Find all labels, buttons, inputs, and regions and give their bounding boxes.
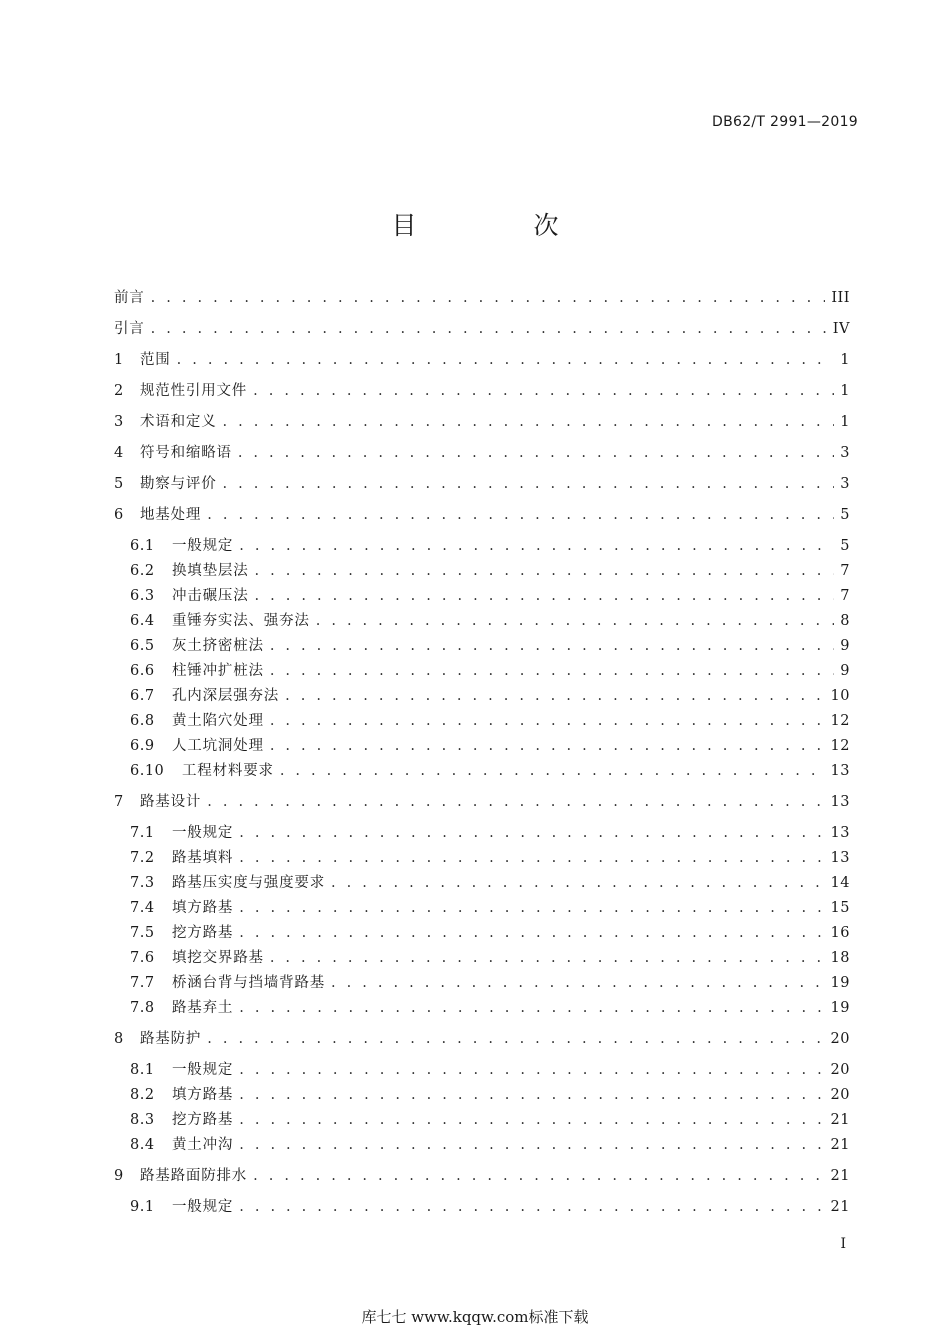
toc-leader-dots bbox=[331, 972, 825, 994]
toc-entry-number: 2 bbox=[114, 383, 124, 399]
toc-entry[interactable] bbox=[130, 872, 850, 894]
toc-entry-number: 7.5 bbox=[130, 925, 155, 941]
toc-entry-page: 8 bbox=[840, 613, 850, 629]
toc-leader-dots bbox=[239, 922, 824, 944]
toc-entry-number: 8.3 bbox=[130, 1112, 155, 1128]
toc-entry-label: 灰土挤密桩法 bbox=[172, 638, 264, 654]
toc-entry[interactable] bbox=[130, 897, 850, 919]
toc-entry-label: 勘察与评价 bbox=[140, 476, 217, 492]
toc-entry-label: 一般规定 bbox=[172, 825, 234, 841]
toc-leader-dots bbox=[223, 473, 835, 495]
toc-entry-label: 填方路基 bbox=[172, 900, 234, 916]
toc-entry-label: 桥涵台背与挡墙背路基 bbox=[172, 975, 325, 991]
toc-entry-page: 9 bbox=[840, 663, 850, 679]
toc-entry-label: 填方路基 bbox=[172, 1087, 234, 1103]
toc-entry-page: 5 bbox=[840, 507, 850, 523]
toc-entry[interactable] bbox=[130, 635, 850, 657]
toc-entry-number: 7.3 bbox=[130, 875, 155, 891]
toc-entry-page: 21 bbox=[830, 1112, 850, 1128]
toc-entry-number: 6.1 bbox=[130, 538, 155, 554]
toc-entry[interactable] bbox=[130, 997, 850, 1019]
toc-entry-label: 挖方路基 bbox=[172, 925, 234, 941]
toc-entry[interactable] bbox=[114, 411, 850, 433]
toc-entry-label: 重锤夯实法、强夯法 bbox=[172, 613, 310, 629]
toc-entry-number: 7.6 bbox=[130, 950, 155, 966]
toc-entry-label: 人工坑洞处理 bbox=[172, 738, 264, 754]
toc-entry-number: 6.4 bbox=[130, 613, 155, 629]
toc-entry-number: 7.8 bbox=[130, 1000, 155, 1016]
toc-entry[interactable] bbox=[114, 380, 850, 402]
toc-leader-dots bbox=[253, 380, 834, 402]
toc-entry[interactable] bbox=[130, 947, 850, 969]
toc-entry-number: 6 bbox=[114, 507, 124, 523]
toc-entry-number: 6.9 bbox=[130, 738, 155, 754]
toc-entry-label: 工程材料要求 bbox=[182, 763, 274, 779]
toc-entry-page: 21 bbox=[830, 1199, 850, 1215]
toc-entry-label: 黄土冲沟 bbox=[172, 1137, 234, 1153]
toc-entry-number: 7.4 bbox=[130, 900, 155, 916]
toc-entry[interactable] bbox=[114, 287, 850, 309]
toc-entry-number: 1 bbox=[114, 352, 124, 368]
toc-entry[interactable] bbox=[130, 1134, 850, 1156]
toc-entry-number: 6.6 bbox=[130, 663, 155, 679]
toc-leader-dots bbox=[270, 947, 825, 969]
toc-entry-label: 路基填料 bbox=[172, 850, 234, 866]
toc-entry[interactable] bbox=[114, 504, 850, 526]
toc-entry[interactable] bbox=[130, 610, 850, 632]
toc-entry[interactable] bbox=[130, 972, 850, 994]
toc-leader-dots bbox=[270, 710, 825, 732]
toc-leader-dots bbox=[270, 635, 834, 657]
toc-entry-label: 符号和缩略语 bbox=[140, 445, 232, 461]
toc-entry-label: 冲击碾压法 bbox=[172, 588, 249, 604]
toc-entry-page: 21 bbox=[830, 1168, 850, 1184]
toc-entry[interactable] bbox=[130, 1084, 850, 1106]
toc-entry-page: 7 bbox=[840, 563, 850, 579]
toc-leader-dots bbox=[239, 822, 824, 844]
toc-entry[interactable] bbox=[130, 585, 850, 607]
toc-entry-number: 7.7 bbox=[130, 975, 155, 991]
toc-entry[interactable] bbox=[114, 318, 850, 340]
toc-leader-dots bbox=[151, 318, 827, 340]
toc-entry-number: 7.2 bbox=[130, 850, 155, 866]
toc-entry-label: 路基压实度与强度要求 bbox=[172, 875, 325, 891]
toc-entry-number: 8 bbox=[114, 1031, 124, 1047]
toc-leader-dots bbox=[255, 560, 835, 582]
toc-entry-label: 孔内深层强夯法 bbox=[172, 688, 280, 704]
toc-entry[interactable] bbox=[114, 473, 850, 495]
toc-entry[interactable] bbox=[130, 535, 850, 557]
toc-entry-page: 13 bbox=[830, 825, 850, 841]
toc-entry-page: 13 bbox=[830, 763, 850, 779]
toc-entry-page: 3 bbox=[840, 445, 850, 461]
toc-entry-page: 13 bbox=[830, 794, 850, 810]
toc-entry-page: 20 bbox=[830, 1087, 850, 1103]
toc-entry[interactable] bbox=[114, 791, 850, 813]
toc-entry-label: 一般规定 bbox=[172, 1199, 234, 1215]
toc-leader-dots bbox=[177, 349, 835, 371]
toc-entry-number: 6.3 bbox=[130, 588, 155, 604]
page-folio: I bbox=[840, 1236, 846, 1252]
toc-entry-number: 5 bbox=[114, 476, 124, 492]
toc-entry[interactable] bbox=[130, 685, 850, 707]
toc-entry-page: IV bbox=[832, 321, 850, 337]
toc-entry-page: 3 bbox=[840, 476, 850, 492]
toc-leader-dots bbox=[270, 735, 825, 757]
toc-entry-page: 7 bbox=[840, 588, 850, 604]
toc-entry-number: 9 bbox=[114, 1168, 124, 1184]
toc-entry-number: 8.4 bbox=[130, 1137, 155, 1153]
toc-leader-dots bbox=[239, 847, 824, 869]
toc-entry-page: 15 bbox=[830, 900, 850, 916]
toc-entry-number: 6.8 bbox=[130, 713, 155, 729]
toc-entry[interactable] bbox=[130, 922, 850, 944]
toc-entry[interactable] bbox=[130, 1059, 850, 1081]
toc-entry[interactable] bbox=[114, 349, 850, 371]
toc-entry-page: 5 bbox=[840, 538, 850, 554]
toc-entry-page: 19 bbox=[830, 1000, 850, 1016]
toc-entry-label: 术语和定义 bbox=[140, 414, 217, 430]
toc-leader-dots bbox=[280, 760, 825, 782]
toc-entry-page: 19 bbox=[830, 975, 850, 991]
toc-entry-page: 14 bbox=[830, 875, 850, 891]
toc-entry[interactable] bbox=[130, 760, 850, 782]
toc-title: 目 次 bbox=[391, 211, 605, 240]
toc-leader-dots bbox=[316, 610, 835, 632]
toc-entry[interactable] bbox=[130, 847, 850, 869]
toc-entry-number: 3 bbox=[114, 414, 124, 430]
toc-entry-page: 10 bbox=[830, 688, 850, 704]
toc-entry-number: 7 bbox=[114, 794, 124, 810]
toc-entry[interactable] bbox=[130, 735, 850, 757]
toc-entry-page: 20 bbox=[830, 1031, 850, 1047]
toc-leader-dots bbox=[270, 660, 834, 682]
document-code: DB62/T 2991—2019 bbox=[712, 114, 858, 130]
toc-entry-page: 9 bbox=[840, 638, 850, 654]
toc-entry-label: 黄土陷穴处理 bbox=[172, 713, 264, 729]
toc-entry-page: III bbox=[831, 290, 850, 306]
toc-entry-label: 换填垫层法 bbox=[172, 563, 249, 579]
toc-entry[interactable] bbox=[114, 1028, 850, 1050]
toc-leader-dots bbox=[239, 1134, 824, 1156]
toc-entry-label: 前言 bbox=[114, 290, 145, 306]
toc-entry-page: 12 bbox=[830, 713, 850, 729]
toc-leader-dots bbox=[239, 897, 824, 919]
toc-entry-page: 1 bbox=[840, 414, 850, 430]
toc-leader-dots bbox=[331, 872, 825, 894]
toc-entry-label: 一般规定 bbox=[172, 538, 234, 554]
toc-leader-dots bbox=[207, 504, 834, 526]
toc-entry-label: 路基设计 bbox=[140, 794, 202, 810]
toc-leader-dots bbox=[239, 1109, 824, 1131]
toc-entry-number: 6.2 bbox=[130, 563, 155, 579]
toc-entry-page: 12 bbox=[830, 738, 850, 754]
toc-entry-number: 9.1 bbox=[130, 1199, 155, 1215]
toc-entry-page: 13 bbox=[830, 850, 850, 866]
toc-leader-dots bbox=[239, 1084, 824, 1106]
toc-entry-label: 引言 bbox=[114, 321, 145, 337]
toc-leader-dots bbox=[223, 411, 835, 433]
toc-leader-dots bbox=[239, 535, 834, 557]
toc-entry-page: 18 bbox=[830, 950, 850, 966]
toc-entry[interactable] bbox=[130, 1109, 850, 1131]
toc-leader-dots bbox=[239, 997, 824, 1019]
toc-entry-label: 填挖交界路基 bbox=[172, 950, 264, 966]
toc-entry-number: 4 bbox=[114, 445, 124, 461]
toc-entry-number: 6.7 bbox=[130, 688, 155, 704]
toc-entry-label: 挖方路基 bbox=[172, 1112, 234, 1128]
toc-leader-dots bbox=[239, 1059, 824, 1081]
toc-entry[interactable] bbox=[114, 442, 850, 464]
toc-leader-dots bbox=[207, 1028, 824, 1050]
toc-entry-page: 21 bbox=[830, 1137, 850, 1153]
footer-watermark: 库七七 www.kqqw.com标准下载 bbox=[361, 1308, 589, 1326]
toc-entry-page: 16 bbox=[830, 925, 850, 941]
toc-entry[interactable] bbox=[114, 1165, 850, 1187]
toc-leader-dots bbox=[207, 791, 824, 813]
toc-leader-dots bbox=[285, 685, 824, 707]
toc-entry-number: 7.1 bbox=[130, 825, 155, 841]
toc-leader-dots bbox=[239, 1196, 824, 1218]
toc-entry-page: 20 bbox=[830, 1062, 850, 1078]
toc-entry[interactable] bbox=[130, 660, 850, 682]
toc-entry-number: 6.10 bbox=[130, 763, 165, 779]
toc-entry-number: 8.2 bbox=[130, 1087, 155, 1103]
toc-entry[interactable] bbox=[130, 822, 850, 844]
toc-entry-page: 1 bbox=[840, 352, 850, 368]
toc-entry-label: 规范性引用文件 bbox=[140, 383, 248, 399]
toc-entry-label: 路基防护 bbox=[140, 1031, 202, 1047]
toc-entry[interactable] bbox=[130, 1196, 850, 1218]
toc-leader-dots bbox=[151, 287, 826, 309]
toc-entry-number: 8.1 bbox=[130, 1062, 155, 1078]
toc-entry-number: 6.5 bbox=[130, 638, 155, 654]
toc-entry-label: 范围 bbox=[140, 352, 171, 368]
toc-entry[interactable] bbox=[130, 560, 850, 582]
toc-entry-page: 1 bbox=[840, 383, 850, 399]
toc-entry[interactable] bbox=[130, 710, 850, 732]
toc-entry-label: 路基弃土 bbox=[172, 1000, 234, 1016]
toc-leader-dots bbox=[255, 585, 835, 607]
toc-leader-dots bbox=[253, 1165, 824, 1187]
toc-entry-label: 地基处理 bbox=[140, 507, 202, 523]
toc-leader-dots bbox=[238, 442, 834, 464]
toc-entry-label: 柱锤冲扩桩法 bbox=[172, 663, 264, 679]
toc-entry-label: 一般规定 bbox=[172, 1062, 234, 1078]
toc-entry-label: 路基路面防排水 bbox=[140, 1168, 248, 1184]
